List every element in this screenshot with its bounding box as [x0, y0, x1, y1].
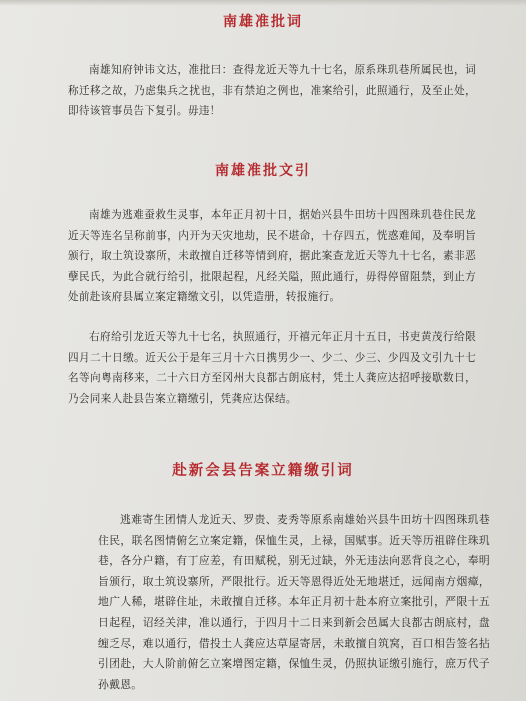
- page-edge-shadow: [0, 0, 526, 6]
- paragraph-approval: 南雄知府钟讳文达，准批曰：查得龙近天等九十七名，原系珠玑巷所属民也，词称迁移之故，乃虑集兵之扰也，非有禁迫之例也，准案给引，此照通行，及至止处，即待该管事员告下复引。毋违！: [68, 64, 476, 117]
- paragraph-permit-2: 右府给引龙近天等九十七名，执照通行，开禧元年正月十五日，书吏黄茂行给限四月二十日缴。近天公于是年三月十六日携男少一、少二、少三、少四及文引九十七名等向粤南移来，二十六日方至冈州大良都古朗底村，凭土人龚应达招呼接歇数日，乃会同来人赴县告案立籍缴引，凭龚应达保结。: [68, 331, 476, 405]
- paragraph-permit-1: 南雄为逃难蚕救生灵事，本年正月初十日，据始兴县牛田坊十四图珠玑巷住民龙近天等连名呈称前事，内开为天灾地劫，民不堪命，十存四五，恍惑难闻，及奉明旨颁行，取土筑设寨所，未敢擅自迁移等情到府，据此案查龙近天等九十七名，素非恶孽民氏，为此合就行给引，批限起程，凡经关隘，照此通行，毋得停留阻禁，到止方处前赴该府县属立案定籍缴文引，以凭造册，转报施行。: [68, 209, 476, 303]
- section-title-nanxiong-approval: 南雄准批词: [223, 14, 303, 30]
- section-title-xinhui-registration: 赴新会县告案立籍缴引词: [172, 462, 354, 479]
- paragraph-registration: 逃难寄生团情人龙近天、罗贵、麦秀等原系南雄始兴县牛田坊十四图珠玑巷住民，联名图情俯乞立案定籍，保恤生灵，上禄，国赋事。近天等历祖辟住珠玑巷，各分户籍，有丁应差，有田赋税，别无过缺，外无违法向恶背良之心，奉明旨颁行，取土筑设寨所，严限批行。近天等恩得近处无地堪迁，远闻南方烟瘴，地广人稀，堪辟住址，未敢擅自迁移。本年正月初十赴本府立案批引，严限十五日起程，诏经关津，准以通行，于四月十二日来到新会邑属大良都古朗底村，盘缠乏尽，难以通行，借投土人龚应达草屋寄居，未敢擅自筑窝，百口相告签名拈引团赴，大人阶前俯乞立案增图定籍，保恤生灵，仍照执证缴引施行，庶万代子孙戴恩。: [98, 513, 490, 691]
- section-title-nanxiong-permit: 南雄准批文引: [215, 163, 311, 179]
